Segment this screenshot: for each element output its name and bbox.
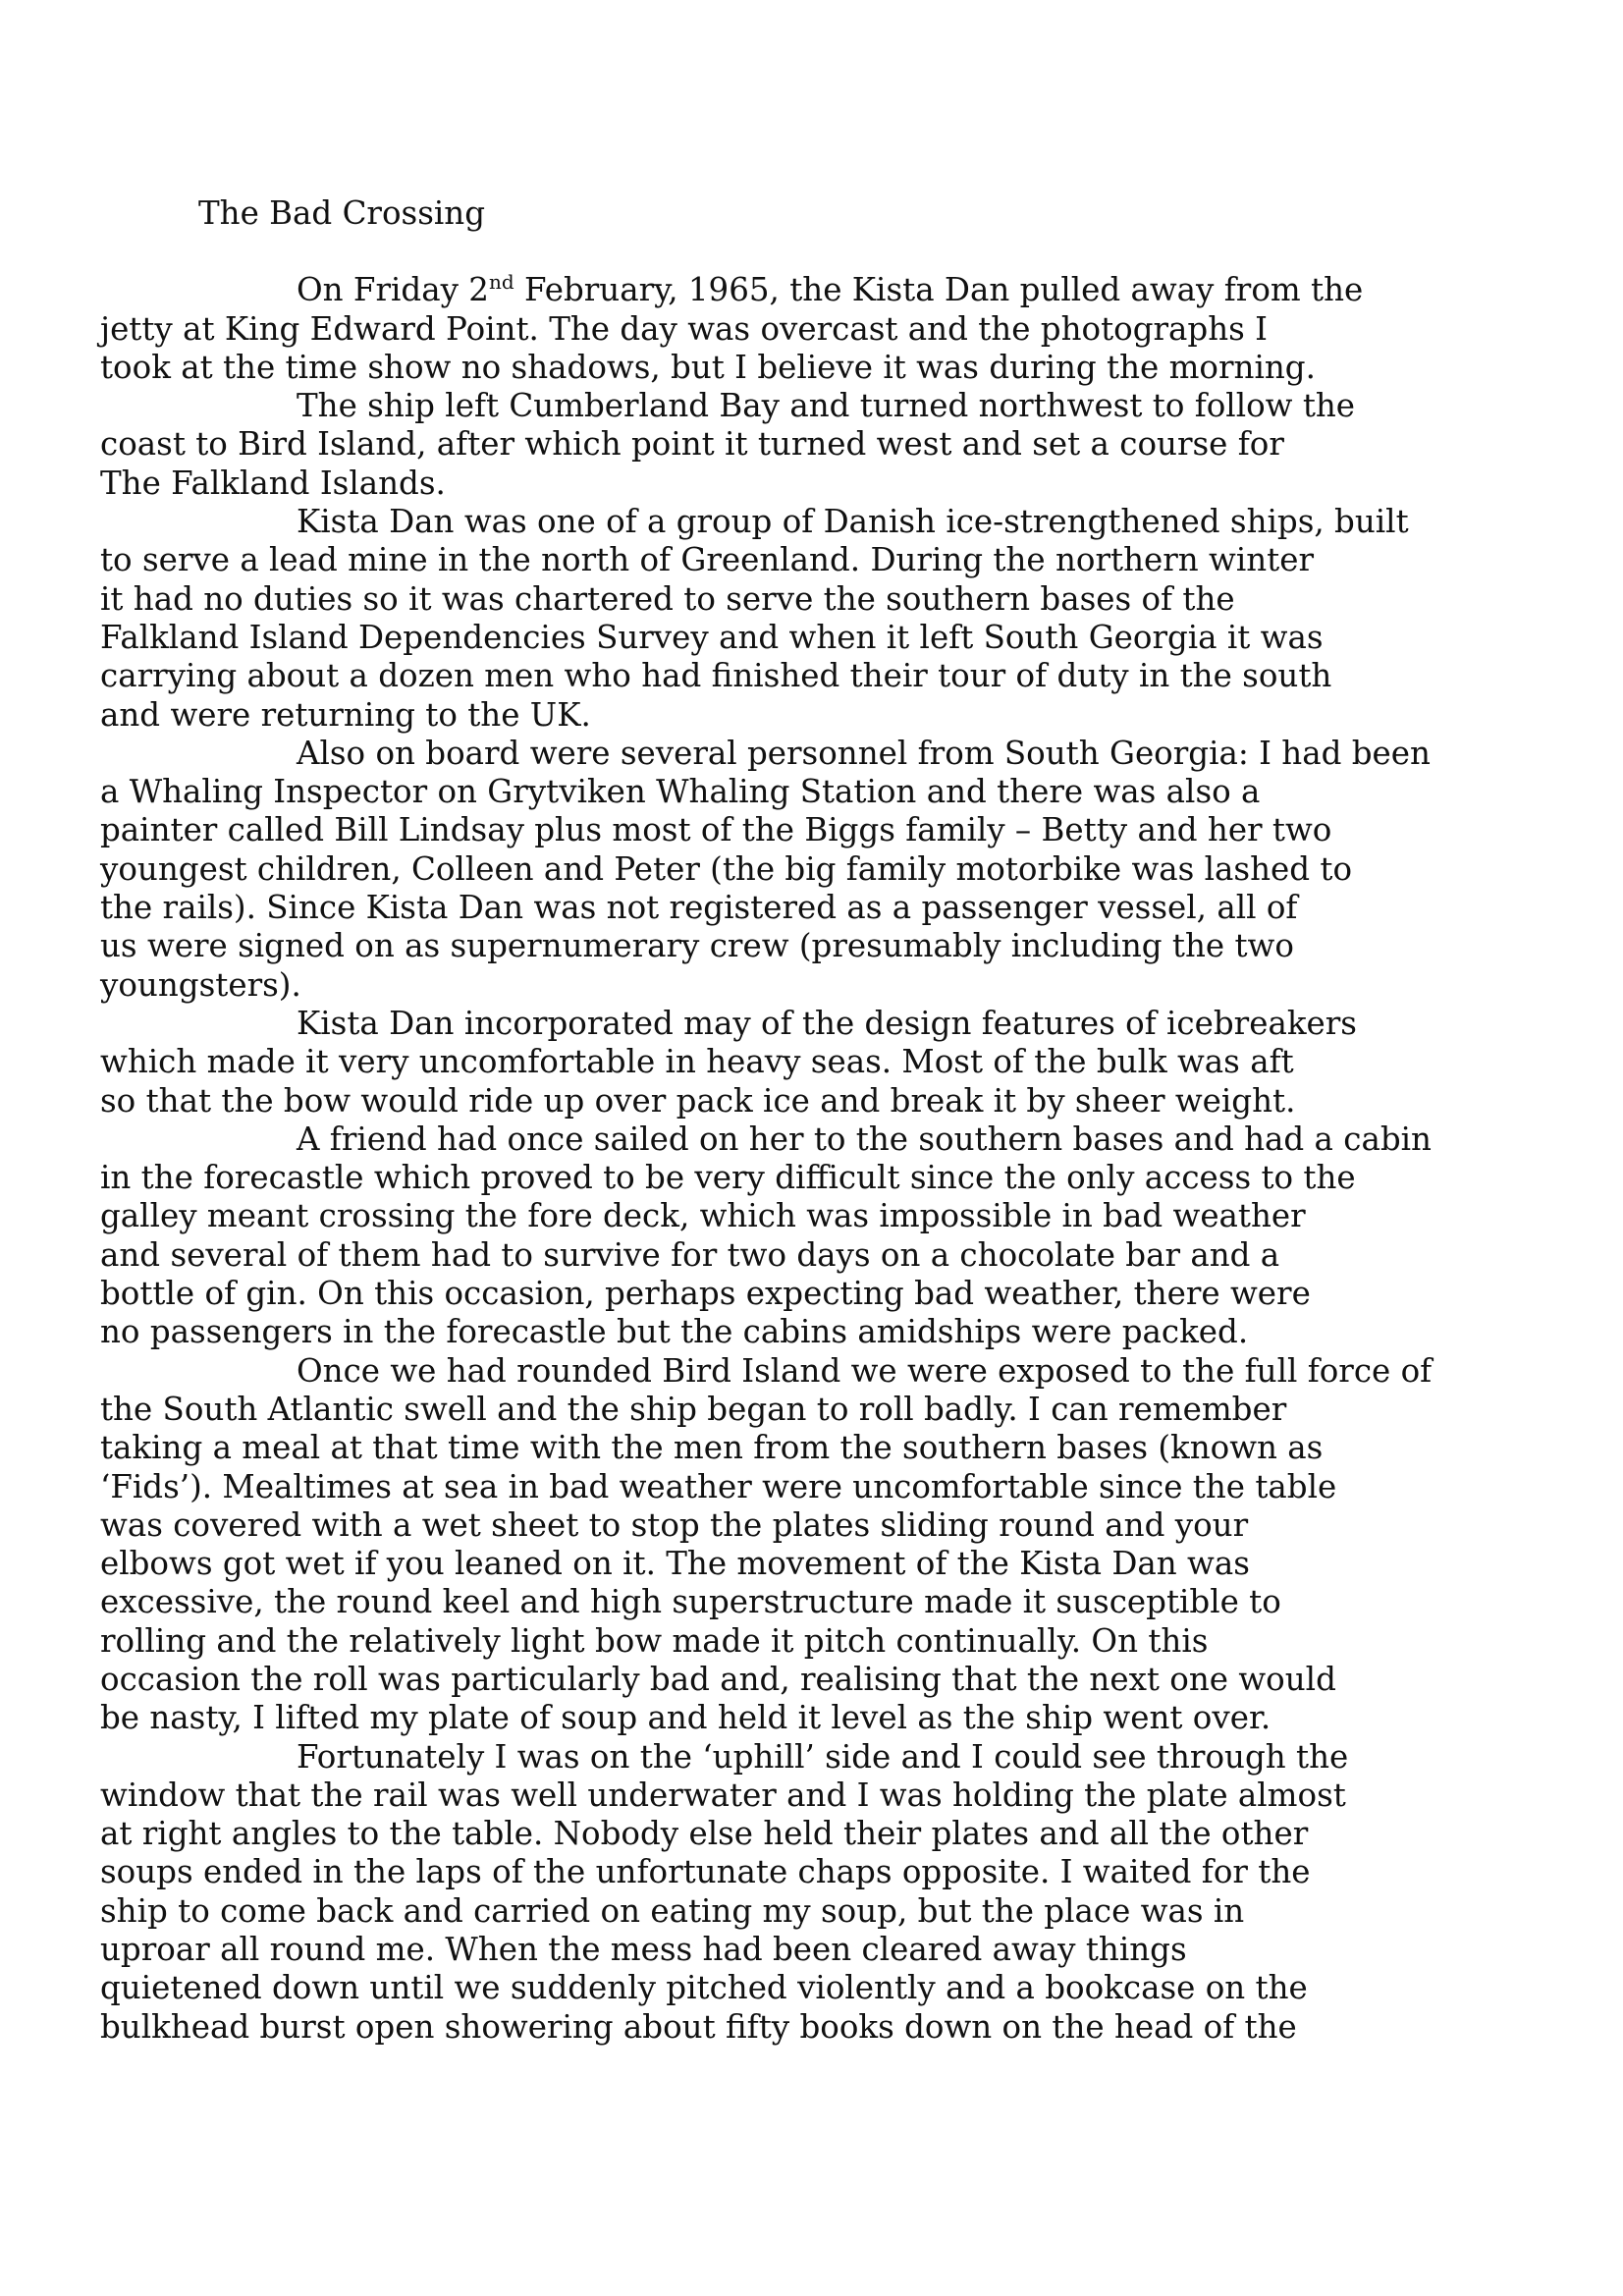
text-line: ship to come back and carried on eating my soup, but the place was in (100, 1891, 1245, 1930)
text-line: took at the time show no shadows, but I believe it was during the morning. (100, 348, 1316, 386)
text-line: a Whaling Inspector on Grytviken Whaling Station and there was also a (100, 773, 1261, 811)
paragraph-6 (100, 1120, 1494, 1352)
text-line: window that the rail was well underwater and I was holding the plate almost (100, 1776, 1346, 1814)
text-line: quietened down until we suddenly pitched violently and a bookcase on the (100, 1969, 1308, 2007)
text-line: be nasty, I lifted my plate of soup and held it level as the ship went over. (100, 1699, 1271, 1737)
text-line: which made it very uncomfortable in heavy seas. Most of the bulk was aft (100, 1043, 1294, 1081)
text-line: Falkland Island Dependencies Survey and when it left South Georgia it was (100, 618, 1324, 656)
text-line: The ship left Cumberland Bay and turned northwest to follow the (297, 387, 1356, 425)
text-line: Kista Dan was one of a group of Danish ice-strengthened ships, built (297, 503, 1409, 541)
text-line: excessive, the round keel and high superstructure made it susceptible to (100, 1583, 1281, 1621)
text-line: and several of them had to survive for two days on a chocolate bar and a (100, 1235, 1280, 1274)
text-line: and were returning to the UK. (100, 695, 591, 734)
ordinal-suffix: nd (488, 270, 514, 295)
text-line: galley meant crossing the fore deck, which was impossible in bad weather (100, 1197, 1306, 1235)
text-line: rolling and the relatively light bow made it pitch continually. On this (100, 1621, 1209, 1660)
text-line: On Friday 2nd February, 1965, the Kista Dan pulled away from the (297, 270, 1364, 309)
text-line: it had no duties so it was chartered to serve the southern bases of the (100, 579, 1235, 618)
text-line: ‘Fids’). Mealtimes at sea in bad weather were uncomfortable since the table (100, 1467, 1337, 1505)
text-line: coast to Bird Island, after which point it turned west and set a course for (100, 425, 1284, 464)
document-title: The Bad Crossing (198, 194, 486, 232)
text-line: us were signed on as supernumerary crew (presumably including the two (100, 927, 1294, 965)
paragraph-7 (100, 1351, 1494, 1738)
text-line: A friend had once sailed on her to the southern bases and had a cabin (297, 1120, 1432, 1158)
text-line: to serve a lead mine in the north of Greenland. During the northern winter (100, 541, 1315, 579)
paragraph-5 (100, 1004, 1494, 1121)
paragraph-3 (100, 503, 1494, 735)
text-line: bulkhead burst open showering about fifty books down on the head of the (100, 2007, 1297, 2046)
text-line: taking a meal at that time with the men from the southern bases (known as (100, 1429, 1324, 1467)
text-line: was covered with a wet sheet to stop the plates sliding round and your (100, 1505, 1249, 1544)
text-line: the rails). Since Kista Dan was not registered as a passenger vessel, all of (100, 889, 1298, 927)
text-line: so that the bow would ride up over pack ice and break it by sheer weight. (100, 1081, 1296, 1120)
text-line: uproar all round me. When the mess had been cleared away things (100, 1931, 1187, 1969)
text-line: jetty at King Edward Point. The day was overcast and the photographs I (100, 309, 1269, 348)
document-body (100, 194, 1494, 2047)
text-line: in the forecastle which proved to be very difficult since the only access to the (100, 1159, 1356, 1197)
text-line: youngest children, Colleen and Peter (the big family motorbike was lashed to (100, 849, 1353, 888)
text-line: elbows got wet if you leaned on it. The movement of the Kista Dan was (100, 1545, 1250, 1583)
text-line: Fortunately I was on the ‘uphill’ side and I could see through the (297, 1737, 1349, 1776)
text-line: soups ended in the laps of the unfortunate chaps opposite. I waited for the (100, 1853, 1311, 1891)
paragraph-2 (100, 387, 1494, 503)
text-line: occasion the roll was particularly bad and, realising that the next one would (100, 1660, 1336, 1698)
text-line: the South Atlantic swell and the ship began to roll badly. I can remember (100, 1390, 1287, 1428)
text-line: at right angles to the table. Nobody else held their plates and all the other (100, 1815, 1309, 1853)
text-line: bottle of gin. On this occasion, perhaps expecting bad weather, there were (100, 1275, 1311, 1313)
text-line: The Falkland Islands. (100, 464, 446, 502)
text-line: no passengers in the forecastle but the cabins amidships were packed. (100, 1313, 1249, 1351)
text-line: Kista Dan incorporated may of the design features of icebreakers (297, 1004, 1357, 1042)
paragraph-8 (100, 1737, 1494, 2047)
text-line: Also on board were several personnel from South Georgia: I had been (297, 734, 1431, 772)
text-line: youngsters). (100, 965, 301, 1004)
text-line: carrying about a dozen men who had finished their tour of duty in the south (100, 657, 1332, 695)
text-line: Once we had rounded Bird Island we were exposed to the full force of (297, 1351, 1433, 1390)
paragraph-1 (100, 270, 1494, 387)
text-line: painter called Bill Lindsay plus most of the Biggs family – Betty and her two (100, 811, 1332, 849)
paragraph-4 (100, 734, 1494, 1005)
